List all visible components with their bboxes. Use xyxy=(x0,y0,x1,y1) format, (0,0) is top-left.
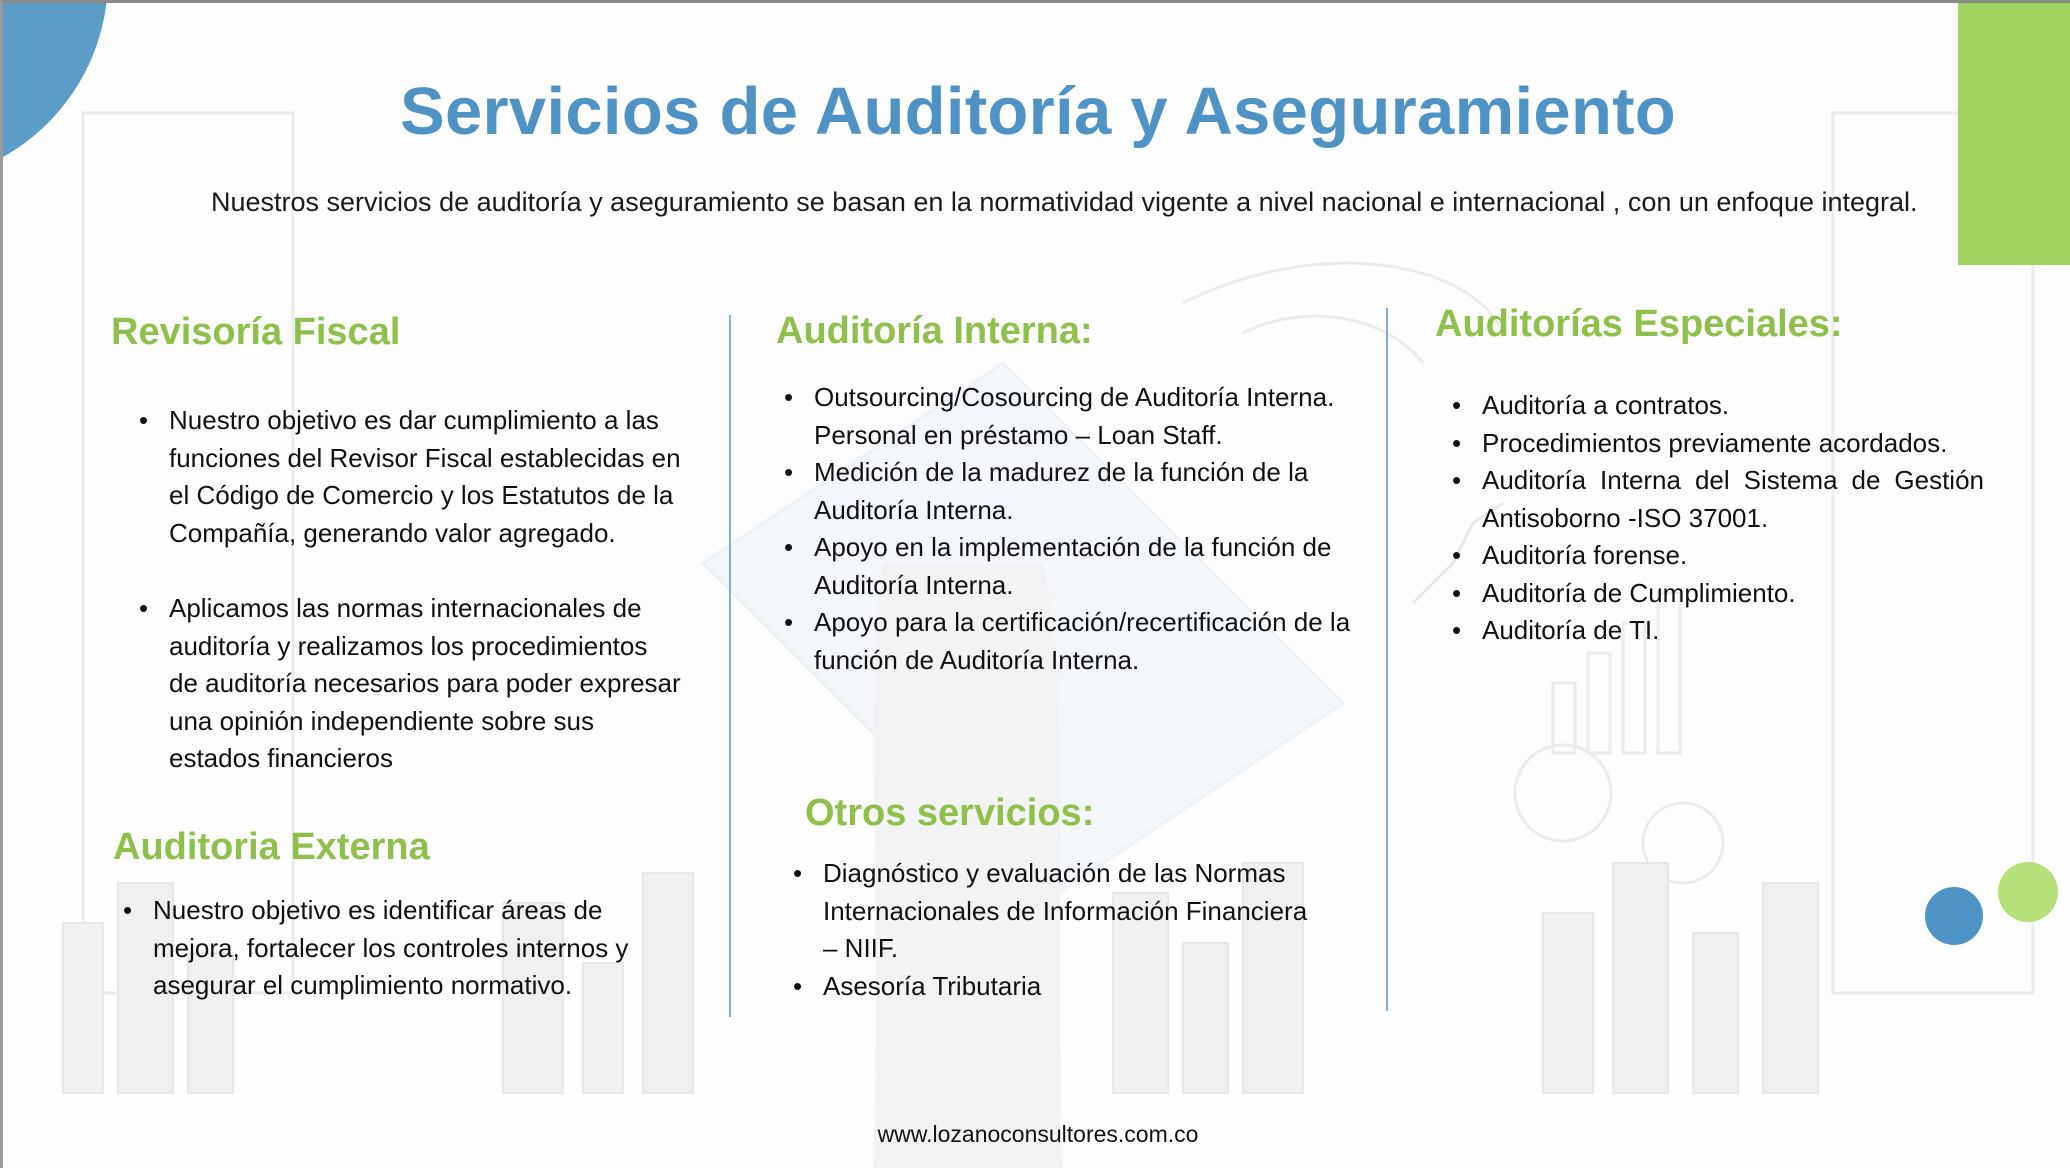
column-divider-left xyxy=(729,315,731,1017)
auditoria-externa-list xyxy=(117,892,687,1005)
page-title: Servicios de Auditoría y Aseguramiento xyxy=(399,74,1677,149)
auditoria-externa-heading: Auditoria Externa xyxy=(113,826,430,868)
list-item: • Medición de la madurez de la función de la Auditoría Interna. xyxy=(778,454,1353,529)
auditorias-especiales-heading: Auditorías Especiales: xyxy=(1435,303,1843,345)
auditorias-especiales-list xyxy=(1446,387,1984,650)
list-item: • Aplicamos las normas internacionales de auditoría y realizamos los procedimientos de auditoría necesarios para poder expresar una opinión independiente sobre sus estados financieros xyxy=(133,590,683,778)
green-dot xyxy=(1998,862,2058,922)
list-item: • Auditoría de TI. xyxy=(1446,612,1984,650)
list-item: • Outsourcing/Cosourcing de Auditoría Interna. Personal en préstamo – Loan Staff. xyxy=(778,379,1353,454)
list-item: • Procedimientos previamente acordados. xyxy=(1446,425,1984,463)
list-item: • Diagnóstico y evaluación de las Normas Internacionales de Información Financiera – NIIF. xyxy=(787,855,1327,968)
list-item: • Auditoría forense. xyxy=(1446,537,1984,575)
column-divider-right xyxy=(1386,308,1388,1011)
blue-dot xyxy=(1925,887,1983,945)
auditoria-interna-heading: Auditoría Interna: xyxy=(776,310,1093,352)
revisoria-fiscal-list xyxy=(133,402,683,778)
page-subtitle: Nuestros servicios de auditoría y aseguramiento se basan en la normatividad vigente a nivel nacional e internacional , con un enfoque integral. xyxy=(211,187,1918,217)
otros-servicios-list xyxy=(787,855,1327,1005)
list-item: • Auditoría de Cumplimiento. xyxy=(1446,575,1984,613)
list-item: • Asesoría Tributaria xyxy=(787,968,1327,1006)
list-item: • Auditoría Interna del Sistema de Gestión Antisoborno -ISO 37001. xyxy=(1446,462,1984,537)
website-footer: www.lozanoconsultores.com.co xyxy=(877,1121,1199,1147)
list-item: • Apoyo para la certificación/recertificación de la función de Auditoría Interna. xyxy=(778,604,1353,679)
otros-servicios-heading: Otros servicios: xyxy=(805,792,1095,834)
list-item: • Nuestro objetivo es identificar áreas de mejora, fortalecer los controles internos y asegurar el cumplimiento normativo. xyxy=(117,892,687,1005)
auditoria-interna-list xyxy=(778,379,1353,679)
list-item: • Nuestro objetivo es dar cumplimiento a las funciones del Revisor Fiscal establecidas en el Código de Comercio y los Estatutos de la Compañía, generando valor agregado. xyxy=(133,402,683,552)
revisoria-fiscal-heading: Revisoría Fiscal xyxy=(111,311,401,353)
list-item: • Apoyo en la implementación de la función de Auditoría Interna. xyxy=(778,529,1353,604)
list-item: • Auditoría a contratos. xyxy=(1446,387,1984,425)
